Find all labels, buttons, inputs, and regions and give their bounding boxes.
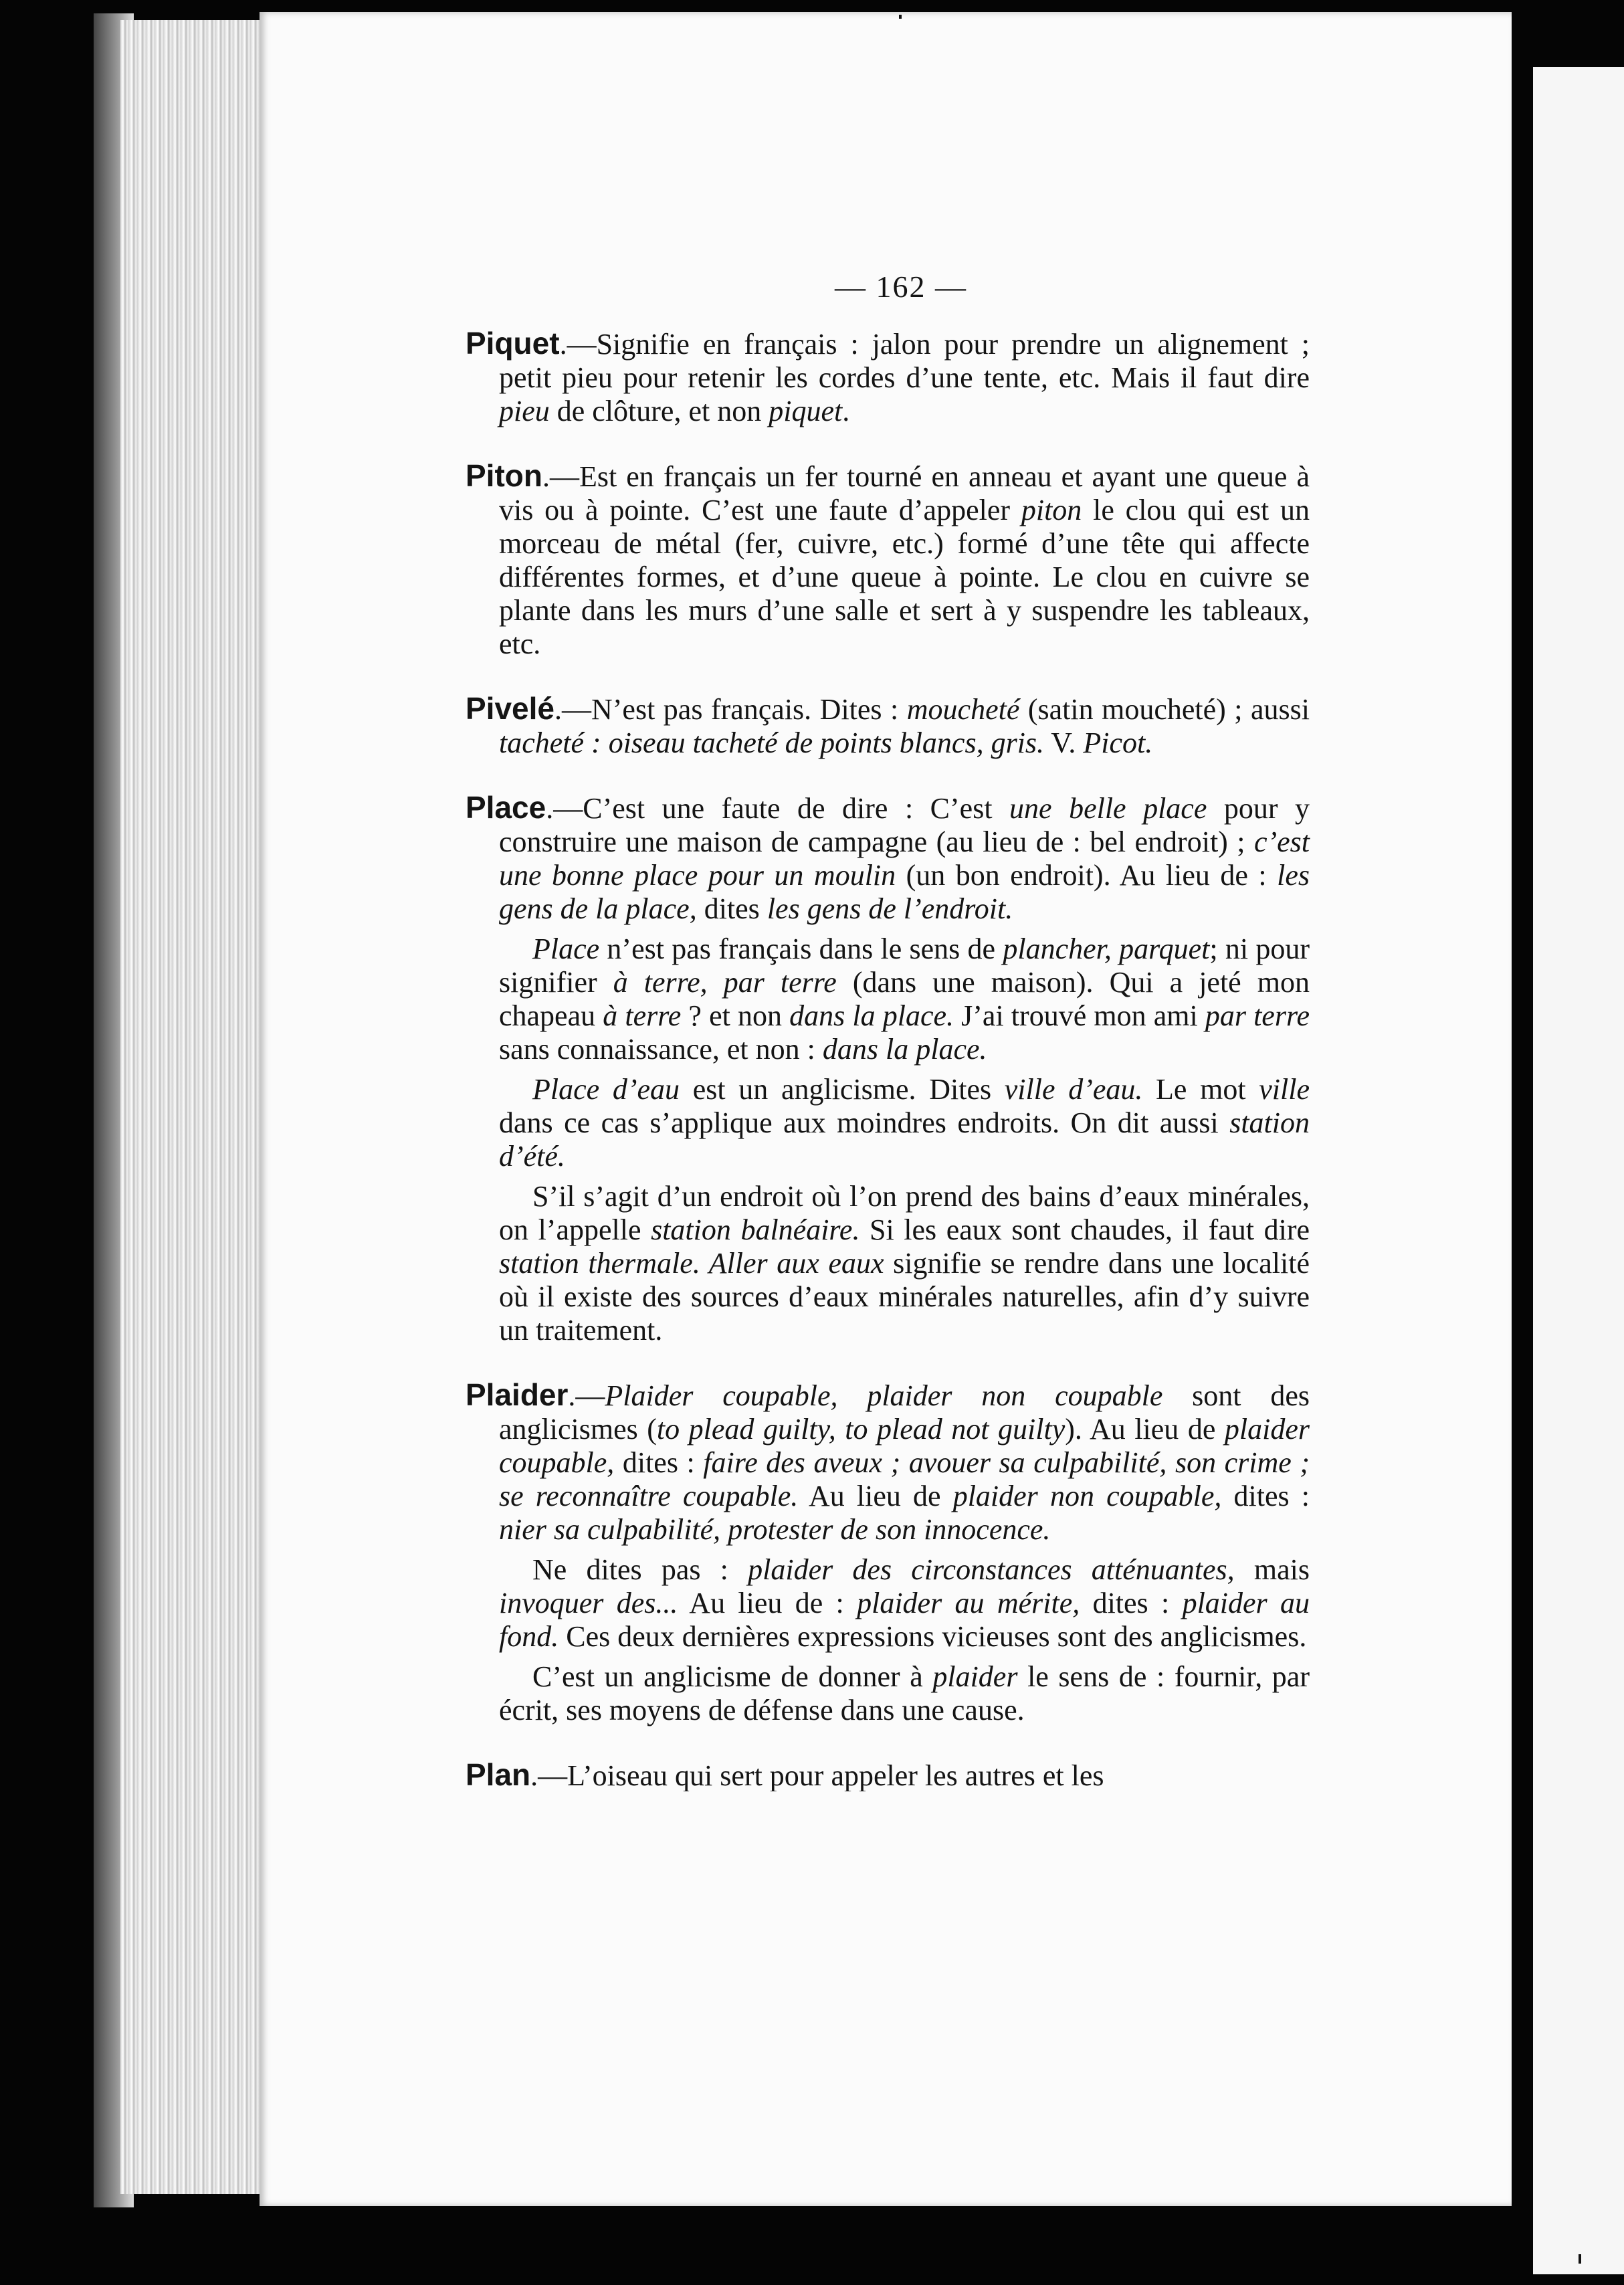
entry-italic: moucheté	[906, 693, 1020, 726]
entry-text: .—C’est une faute de dire : C’est	[546, 792, 1010, 825]
entry-text: ? et non	[681, 999, 790, 1032]
entry-italic: station balnéaire.	[651, 1213, 860, 1246]
entry-italic: pieu	[499, 395, 550, 427]
entry-italic: les gens de la place,	[499, 859, 1310, 925]
scan-speck	[1579, 2254, 1581, 2264]
entry-text: Si les eaux sont chaudes, il faut dire	[859, 1213, 1310, 1246]
facing-page-edge	[1533, 67, 1624, 2274]
book-fore-edge-pages	[120, 20, 274, 2194]
entry-piton	[466, 459, 1310, 661]
entry-italic: plaider au mérite,	[857, 1587, 1080, 1619]
entry-italic: une belle place	[1009, 792, 1207, 825]
entry-paragraph	[499, 1180, 1310, 1347]
entry-italic: plancher, parquet	[1003, 932, 1210, 965]
entry-text: (satin moucheté) ; aussi	[1019, 693, 1310, 726]
entry-italic: ville d’eau.	[1004, 1073, 1143, 1106]
entry-headword: Plaider	[466, 1377, 569, 1412]
entry-paragraph	[499, 932, 1310, 1066]
entry-italic: to plead guilty, to plead not guilty	[656, 1413, 1065, 1446]
entry-text: est un anglicisme. Dites	[680, 1073, 1005, 1106]
entry-headword: Place	[466, 790, 546, 825]
entry-text: n’est pas français dans le sens de	[599, 932, 1003, 965]
entry-italic: les gens de l’endroit.	[767, 892, 1013, 925]
entry-text: signifie se rendre dans une localité où il existe des sources d’eaux minérales naturelles, afin d’y suivre un traitement.	[499, 1247, 1310, 1347]
entry-italic: station thermale. Aller aux eaux	[499, 1247, 884, 1280]
entry-text: dites :	[1221, 1480, 1310, 1512]
entry-text: dites	[696, 892, 767, 925]
entry-italic: nier sa culpabilité, protester de son innocence.	[499, 1513, 1051, 1546]
entry-italic: plaider au fond.	[499, 1587, 1310, 1653]
entry-italic: à terre	[603, 999, 682, 1032]
entry-headword: Piquet	[466, 326, 560, 361]
entry-text: ). Au lieu de	[1065, 1413, 1225, 1446]
entry-text: le sens de : fournir, par écrit, ses moyens de défense dans une cause.	[499, 1660, 1310, 1726]
entry-text: Ne dites pas :	[532, 1553, 748, 1586]
entry-italic: piquet	[769, 395, 843, 427]
entry-text: C’est un anglicisme de donner à	[532, 1660, 933, 1693]
entry-italic: piton	[1021, 494, 1082, 526]
entry-italic: plaider coupable,	[499, 1413, 1310, 1479]
entry-piquet	[466, 326, 1310, 428]
entry-text: sont des anglicismes (	[499, 1379, 1310, 1446]
entry-text: .	[842, 395, 850, 427]
entry-italic: par terre	[1205, 999, 1310, 1032]
entry-text: Le mot	[1142, 1073, 1259, 1106]
entry-italic: Plaider coupable, plaider non coupable	[605, 1379, 1163, 1412]
entry-italic: invoquer des...	[499, 1587, 678, 1619]
entry-text: ; ni pour signifier	[499, 932, 1310, 999]
entry-place	[466, 791, 1310, 1347]
entry-paragraph	[499, 1553, 1310, 1654]
entry-italic: station d’été.	[499, 1106, 1310, 1173]
entry-paragraph	[499, 1660, 1310, 1727]
entry-italic: Place d’eau	[532, 1073, 680, 1106]
entry-italic: plaider des circonstances atténuantes,	[748, 1553, 1235, 1586]
entry-paragraph	[499, 1073, 1310, 1173]
entry-headword: Piton	[466, 458, 542, 493]
entry-text: dites :	[1080, 1587, 1183, 1619]
entry-italic: c’est une bonne place pour un moulin	[499, 825, 1310, 892]
entry-pivele	[466, 692, 1310, 760]
entry-text: Au lieu de :	[678, 1587, 857, 1619]
page-text	[466, 270, 1310, 1822]
page-number: — 162 —	[835, 270, 967, 304]
entry-text: dans ce cas s’applique aux moindres endroits. On dit aussi	[499, 1106, 1230, 1139]
entry-text: .—Est en français un fer tourné en anneau et ayant une queue à vis ou à pointe. C’est une faute d’appeler	[499, 460, 1310, 526]
entry-text: V.	[1044, 726, 1084, 759]
entry-text: le clou qui est un morceau de métal (fer, cuivre, etc.) formé d’une tête qui affecte différentes formes, et d’une queue à pointe. Le clou en cuivre se plante dans les murs d’une salle et sert à y suspendre les tableaux, etc.	[499, 494, 1310, 660]
entry-headword: Pivelé	[466, 691, 554, 726]
entry-text: dites :	[614, 1446, 704, 1479]
entry-text: (dans une maison). Qui a jeté mon chapeau	[499, 966, 1310, 1032]
entry-text: .—L’oiseau qui sert pour appeler les autres et les	[530, 1759, 1104, 1791]
entry-text: S’il s’agit d’un endroit où l’on prend des bains d’eaux minérales, on l’appelle	[499, 1180, 1310, 1246]
entry-text: .—	[568, 1379, 605, 1412]
entry-text: Au lieu de	[798, 1480, 953, 1512]
entry-text: sans connaissance, et non :	[499, 1033, 823, 1066]
entry-plan	[466, 1758, 1310, 1791]
entry-italic: faire des aveux ; avouer sa culpabilité, son crime ; se reconnaître coupable.	[499, 1446, 1310, 1512]
entry-italic: ville	[1259, 1073, 1310, 1106]
entry-italic: plaider non coupable,	[952, 1480, 1222, 1512]
entry-text: de clôture, et non	[549, 395, 769, 427]
entry-italic: dans la place.	[789, 999, 954, 1032]
entry-plaider	[466, 1378, 1310, 1727]
entry-italic: tacheté : oiseau tacheté de points blancs, gris.	[499, 726, 1045, 759]
entry-headword: Plan	[466, 1758, 531, 1791]
entry-italic: Picot.	[1083, 726, 1153, 759]
entry-text: mais	[1234, 1553, 1310, 1586]
entry-text: Ces deux dernières expressions vicieuses sont des anglicismes.	[559, 1620, 1307, 1653]
entry-text: pour y construire une maison de campagne (au lieu de : bel endroit) ;	[499, 792, 1310, 858]
entry-text: .—N’est pas français. Dites :	[554, 693, 907, 726]
entry-italic: plaider	[932, 1660, 1018, 1693]
entry-text: J’ai trouvé mon ami	[954, 999, 1205, 1032]
entry-text: .—Signifie en français : jalon pour prendre un alignement ; petit pieu pour retenir les cordes d’une tente, etc. Mais il faut dire	[499, 328, 1310, 394]
entry-italic: à terre, par terre	[613, 966, 837, 999]
scan-speck	[899, 15, 902, 19]
entry-text: (un bon endroit). Au lieu de :	[896, 859, 1278, 892]
entry-italic: dans la place.	[822, 1033, 987, 1066]
entry-italic: Place	[532, 932, 600, 965]
